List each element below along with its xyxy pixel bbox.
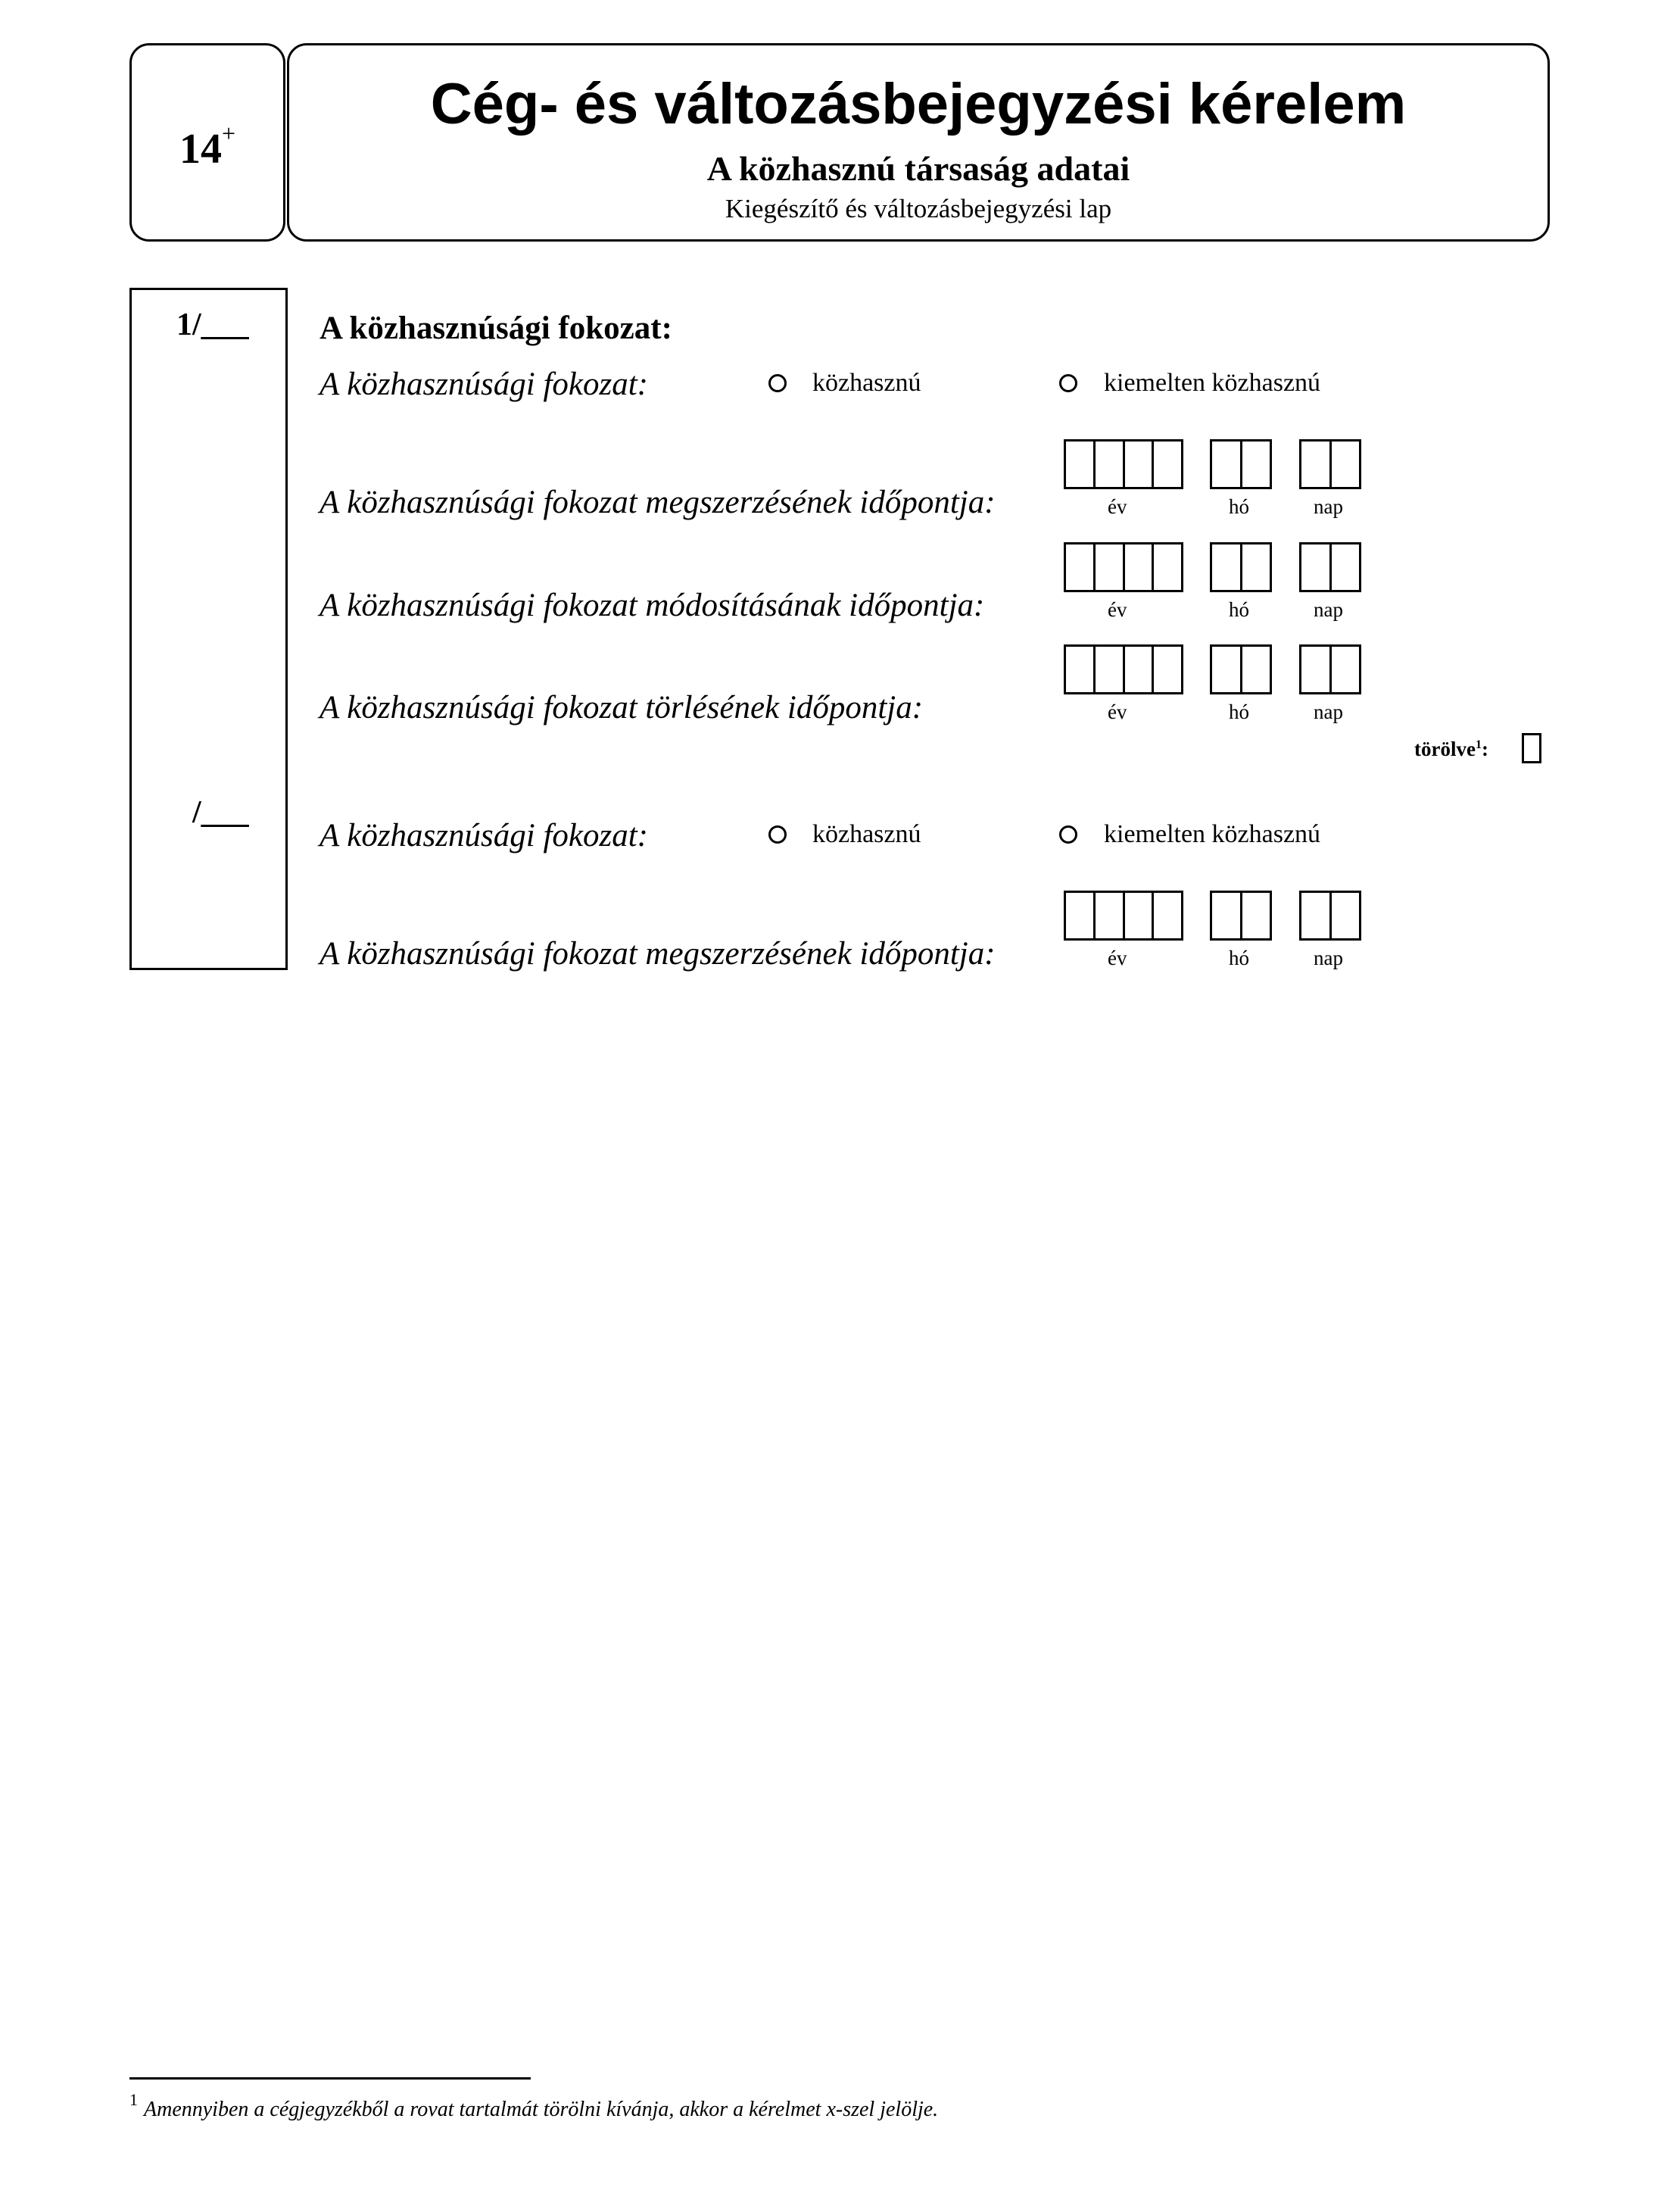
row-number-column xyxy=(129,288,288,970)
day-label: nap xyxy=(1314,598,1343,621)
date-label-modositas: A közhasznúsági fokozat módosításának időpontja: xyxy=(319,588,985,623)
title-box xyxy=(287,43,1550,242)
month-input[interactable] xyxy=(1210,644,1272,694)
section-heading: A közhasznúsági fokozat: xyxy=(319,310,672,346)
radio-kiemelten-2[interactable] xyxy=(1059,825,1077,844)
footnote-ref: 1 xyxy=(1475,738,1482,751)
deleted-label: törölve$^1$: xyxy=(1414,738,1488,760)
month-input[interactable] xyxy=(1210,439,1272,489)
footnote-mark: 1 xyxy=(129,2090,138,2109)
day-input[interactable] xyxy=(1299,891,1361,941)
form-number-sup: + xyxy=(221,120,236,147)
month-label: hó xyxy=(1229,700,1249,723)
month-input[interactable] xyxy=(1210,891,1272,941)
row-number-2: /___ xyxy=(192,795,249,830)
date-field-megszerzes-2 xyxy=(1064,891,1367,974)
row-number-1: 1/___ xyxy=(176,307,249,342)
year-label: év xyxy=(1108,598,1127,621)
year-input[interactable] xyxy=(1064,439,1183,489)
date-label-torles: A közhasznúsági fokozat törlésének időpontja: xyxy=(319,690,924,725)
footnote-text: Amennyiben a cégjegyzékből a rovat tartalmát törölni kívánja, akkor a kérelmet x-szel jelölje. xyxy=(144,2098,939,2121)
date-label-megszerzes-2: A közhasznúsági fokozat megszerzésének időpontja: xyxy=(319,936,996,972)
option-kozhasznu-1: közhasznú xyxy=(812,369,921,397)
year-label: év xyxy=(1108,700,1127,723)
day-label: nap xyxy=(1314,700,1343,723)
option-kiemelten-2: kiemelten közhasznú xyxy=(1104,820,1321,848)
date-label-megszerzes: A közhasznúsági fokozat megszerzésének időpontja: xyxy=(319,485,996,520)
page-subtitle: A közhasznú társaság adatai xyxy=(706,149,1130,188)
month-input[interactable] xyxy=(1210,542,1272,592)
radio-kozhasznu-1[interactable] xyxy=(768,374,787,392)
year-label: év xyxy=(1108,947,1127,969)
page-title: Cég- és változásbejegyzési kérelem xyxy=(430,72,1407,136)
month-label: hó xyxy=(1229,598,1249,621)
option-kiemelten-1: kiemelten közhasznú xyxy=(1104,369,1321,397)
date-field-torles xyxy=(1064,644,1367,728)
radio-kiemelten-1[interactable] xyxy=(1059,374,1077,392)
day-label: nap xyxy=(1314,947,1343,969)
deleted-checkbox[interactable] xyxy=(1522,733,1541,763)
option-kozhasznu-2: közhasznú xyxy=(812,820,921,848)
page-subsubtitle: Kiegészítő és változásbejegyzési lap xyxy=(725,194,1112,223)
year-input[interactable] xyxy=(1064,644,1183,694)
radio-kozhasznu-2[interactable] xyxy=(768,825,787,844)
fokozat-label-2: A közhasznúsági fokozat: xyxy=(319,818,648,853)
month-label: hó xyxy=(1229,495,1249,518)
form-number: 14+ xyxy=(179,120,236,173)
year-input[interactable] xyxy=(1064,542,1183,592)
footnote-divider xyxy=(129,2077,531,2080)
form-number-box xyxy=(129,43,285,242)
day-input[interactable] xyxy=(1299,644,1361,694)
month-label: hó xyxy=(1229,947,1249,969)
day-input[interactable] xyxy=(1299,542,1361,592)
fokozat-label-1: A közhasznúsági fokozat: xyxy=(319,367,648,402)
date-field-modositas xyxy=(1064,542,1367,626)
year-input[interactable] xyxy=(1064,891,1183,941)
date-field-megszerzes xyxy=(1064,439,1367,523)
day-input[interactable] xyxy=(1299,439,1361,489)
year-label: év xyxy=(1108,495,1127,518)
day-label: nap xyxy=(1314,495,1343,518)
